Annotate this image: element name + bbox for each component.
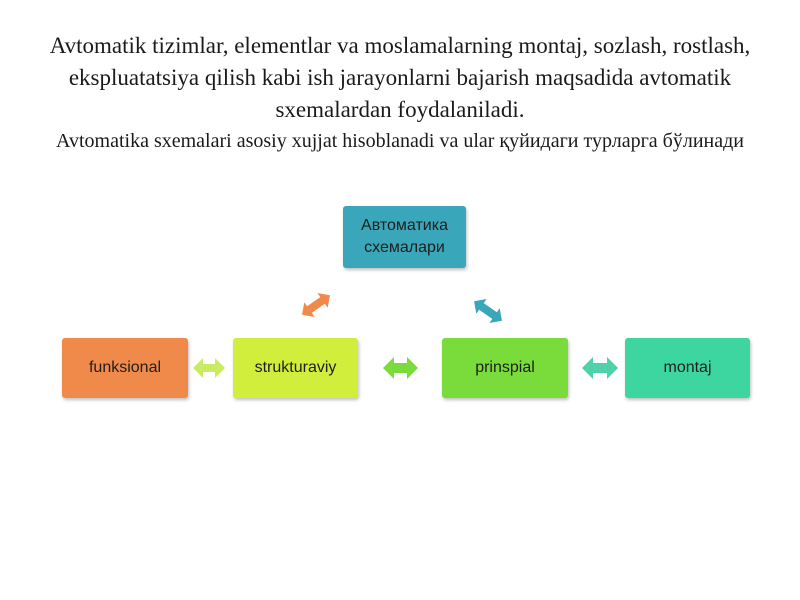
arrow-prinspial-montaj (582, 357, 618, 379)
node-montaj: montaj (625, 338, 750, 398)
node-root: Автоматика схемалари (343, 206, 466, 268)
node-strukturaviy: strukturaviy (233, 338, 358, 398)
node-prinspial: prinspial (442, 338, 568, 398)
page-subtitle: Avtomatika sxemalari asosiy xujjat hisoblanadi va ular қуйидаги турларга бўлинади (56, 130, 744, 152)
node-funksional: funksional (62, 338, 188, 398)
arrow-strukturaviy-prinspial (383, 357, 418, 379)
arrow-funksional-strukturaviy (193, 358, 225, 378)
arrow-root-left (297, 288, 335, 322)
page-title: Avtomatik tizimlar, elementlar va moslamalarning montaj, sozlash, rostlash, ekspluatatsiya qilish kabi ish jarayonlarni bajarish maqsadida avtomatik sxemalardan foydalaniladi. (49, 33, 751, 122)
arrow-root-right (469, 294, 507, 328)
